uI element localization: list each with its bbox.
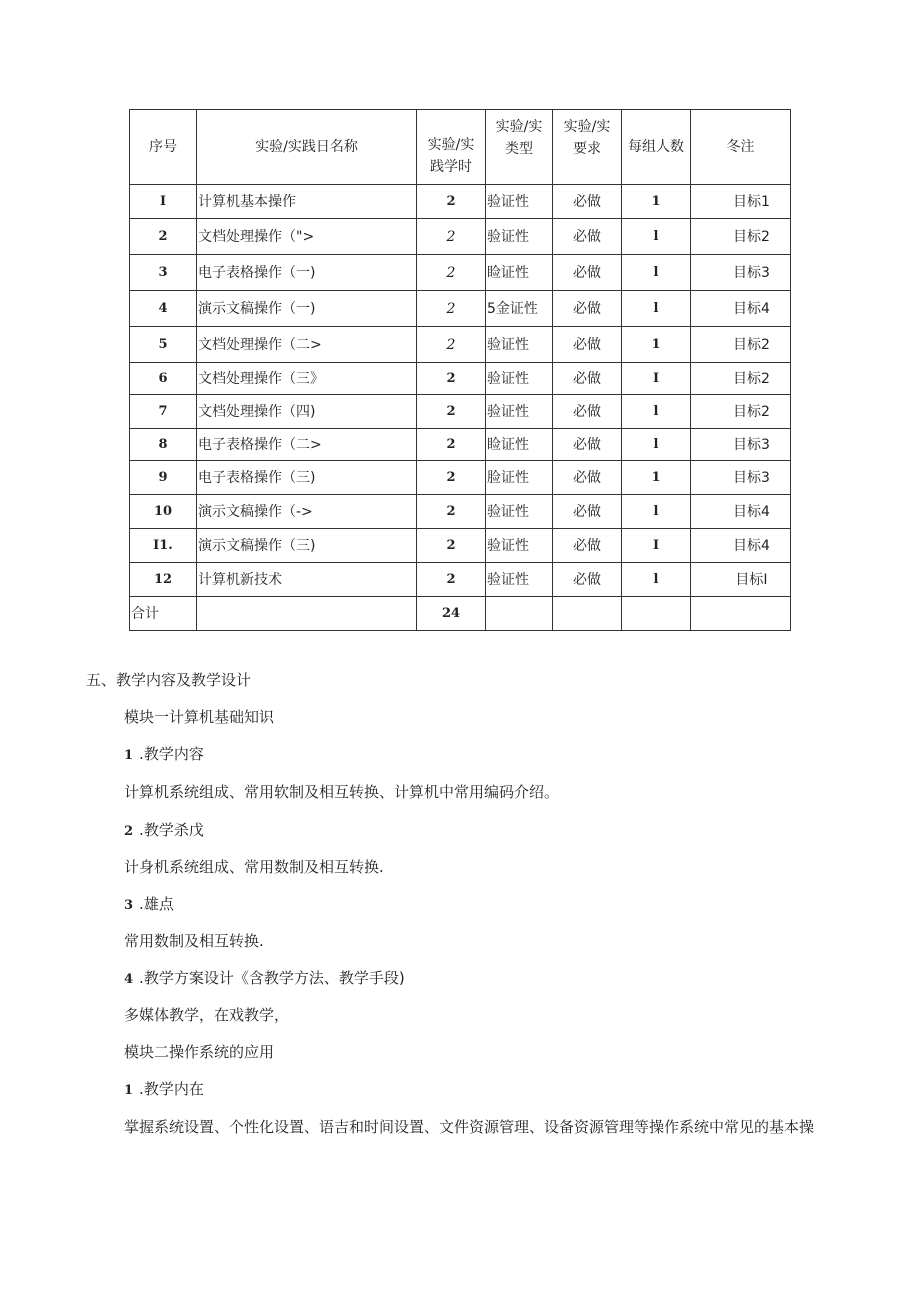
row-type: 验证性 — [486, 327, 553, 363]
row-index: I1. — [130, 529, 197, 563]
row-name: 演示文稿操作（-> — [197, 495, 417, 529]
row-hours: 2 — [417, 461, 486, 495]
row-remark: 目标4 — [691, 495, 791, 529]
total-label: 合计 — [130, 597, 197, 631]
m1-item1-label: .教学内容 — [139, 745, 204, 763]
row-group-size: l — [622, 219, 691, 255]
table-row — [130, 291, 791, 327]
row-hours: 2 — [417, 327, 486, 363]
row-remark: 目标3 — [691, 429, 791, 461]
row-type: 验证性 — [486, 529, 553, 563]
lab-schedule-table — [129, 109, 791, 631]
m1-item2-num: 2 — [124, 824, 134, 839]
row-index: 12 — [130, 563, 197, 597]
table-header-row — [130, 110, 791, 185]
m1-item3-text: 常用数制及相互转换. — [124, 932, 264, 950]
row-type: 验证性 — [486, 395, 553, 429]
row-hours: 2 — [417, 429, 486, 461]
m1-item4-num: 4 — [124, 972, 134, 987]
row-group-size: 1 — [622, 461, 691, 495]
row-type: 5金证性 — [486, 291, 553, 327]
row-name: 电子表格操作（一) — [197, 255, 417, 291]
m1-item2-label: .教学杀戊 — [139, 821, 204, 839]
m1-item4-heading — [124, 968, 405, 990]
header-name: 实验/实践日名称 — [197, 110, 417, 185]
header-type — [486, 110, 553, 185]
row-requirement: 必做 — [553, 563, 622, 597]
row-name: 电子表格操作（二> — [197, 429, 417, 461]
table-row — [130, 185, 791, 219]
row-group-size: l — [622, 395, 691, 429]
row-name: 计算机新技术 — [197, 563, 417, 597]
header-requirement — [553, 110, 622, 185]
row-requirement: 必做 — [553, 429, 622, 461]
table-row — [130, 529, 791, 563]
m1-item1-heading — [124, 744, 204, 766]
row-group-size: 1 — [622, 185, 691, 219]
row-requirement: 必做 — [553, 529, 622, 563]
table-row — [130, 429, 791, 461]
row-group-size: I — [622, 529, 691, 563]
m1-item1-num: 1 — [124, 748, 134, 763]
row-index: 4 — [130, 291, 197, 327]
row-name: 演示文稿操作（一) — [197, 291, 417, 327]
m2-item1-label: .教学内在 — [139, 1080, 204, 1098]
row-type: 睑证性 — [486, 429, 553, 461]
header-remark: 冬注 — [691, 110, 791, 185]
header-group-size: 每组人数 — [622, 110, 691, 185]
row-hours: 2 — [417, 529, 486, 563]
row-type: 验证性 — [486, 219, 553, 255]
row-type: 睑证性 — [486, 255, 553, 291]
table-row — [130, 563, 791, 597]
m1-item3-label: .雄点 — [139, 895, 174, 913]
m2-item1-heading — [124, 1079, 204, 1101]
row-remark: 目标2 — [691, 363, 791, 395]
table-row — [130, 219, 791, 255]
table-row — [130, 461, 791, 495]
header-requirement-text: 实验/实要求 — [563, 119, 611, 157]
row-type: 验证性 — [486, 363, 553, 395]
m1-item4-label: .教学方案设计《含教学方法、教学手段) — [139, 969, 405, 987]
row-remark: 目标3 — [691, 255, 791, 291]
row-group-size: 1 — [622, 327, 691, 363]
row-hours: 2 — [417, 563, 486, 597]
row-requirement: 必做 — [553, 185, 622, 219]
row-index: 2 — [130, 219, 197, 255]
row-remark: 目标4 — [691, 529, 791, 563]
row-requirement: 必做 — [553, 495, 622, 529]
row-name: 电子表格操作（三) — [197, 461, 417, 495]
row-requirement: 必做 — [553, 327, 622, 363]
row-group-size: l — [622, 495, 691, 529]
m1-item2-text: 计身机系统组成、常用数制及相互转换. — [124, 858, 384, 876]
row-remark: 目标I — [691, 563, 791, 597]
table-row — [130, 363, 791, 395]
m2-item1-num: 1 — [124, 1083, 134, 1098]
m2-item1-text: 掌握系统设置、个性化设置、语吉和时间设置、文件资源管理、设备资源管理等操作系统中常见的基本操 — [124, 1118, 815, 1136]
row-group-size: I — [622, 363, 691, 395]
row-hours: 2 — [417, 291, 486, 327]
row-name: 计算机基本操作 — [197, 185, 417, 219]
row-group-size: l — [622, 291, 691, 327]
row-requirement: 必做 — [553, 363, 622, 395]
row-group-size: l — [622, 429, 691, 461]
row-index: 3 — [130, 255, 197, 291]
row-type: 验证性 — [486, 563, 553, 597]
total-empty-name — [197, 597, 417, 631]
row-hours: 2 — [417, 495, 486, 529]
header-index: 序号 — [130, 110, 197, 185]
row-type: 验证性 — [486, 495, 553, 529]
row-group-size: l — [622, 255, 691, 291]
row-index: 8 — [130, 429, 197, 461]
row-requirement: 必做 — [553, 461, 622, 495]
row-requirement: 必做 — [553, 219, 622, 255]
total-hours: 24 — [417, 597, 486, 631]
row-hours: 2 — [417, 363, 486, 395]
row-remark: 目标2 — [691, 219, 791, 255]
row-remark: 目标1 — [691, 185, 791, 219]
module1-title: 模块一计算机基础知识 — [124, 708, 275, 726]
row-remark: 目标2 — [691, 327, 791, 363]
row-hours: 2 — [417, 395, 486, 429]
m1-item4-text: 多媒体教学，在戏教学， — [124, 1006, 290, 1024]
row-requirement: 必做 — [553, 291, 622, 327]
row-index: 6 — [130, 363, 197, 395]
section-title: 五、教学内容及教学设计 — [86, 671, 252, 689]
row-name: 文档处理操作（三》 — [197, 363, 417, 395]
row-hours: 2 — [417, 185, 486, 219]
total-empty-req — [553, 597, 622, 631]
row-hours: 2 — [417, 255, 486, 291]
row-index: I — [130, 185, 197, 219]
row-index: 10 — [130, 495, 197, 529]
table-total-row — [130, 597, 791, 631]
row-name: 文档处理操作（二> — [197, 327, 417, 363]
row-name: 演示文稿操作（三) — [197, 529, 417, 563]
row-name: 文档处理操作（"> — [197, 219, 417, 255]
row-index: 5 — [130, 327, 197, 363]
row-group-size: l — [622, 563, 691, 597]
row-index: 7 — [130, 395, 197, 429]
m1-item3-num: 3 — [124, 898, 134, 913]
m1-item1-text: 计算机系统组成、常用软制及相互转换、计算机中常用编码介绍。 — [124, 783, 560, 801]
row-remark: 目标4 — [691, 291, 791, 327]
row-requirement: 必做 — [553, 395, 622, 429]
table-row — [130, 327, 791, 363]
row-remark: 目标3 — [691, 461, 791, 495]
header-type-text: 实验/实类型 — [495, 119, 543, 157]
row-type: 脸证性 — [486, 461, 553, 495]
header-hours-text: 实验/实践学时 — [427, 137, 475, 175]
table-row — [130, 495, 791, 529]
row-name: 文档处理操作（四) — [197, 395, 417, 429]
table-row — [130, 255, 791, 291]
row-index: 9 — [130, 461, 197, 495]
total-empty-remark — [691, 597, 791, 631]
total-empty-type — [486, 597, 553, 631]
row-type: 验证性 — [486, 185, 553, 219]
row-remark: 目标2 — [691, 395, 791, 429]
total-empty-group — [622, 597, 691, 631]
row-hours: 2 — [417, 219, 486, 255]
module2-title: 模块二操作系统的应用 — [124, 1043, 275, 1061]
row-requirement: 必做 — [553, 255, 622, 291]
header-hours — [417, 110, 486, 185]
m1-item3-heading — [124, 894, 174, 916]
table-row — [130, 395, 791, 429]
m1-item2-heading — [124, 820, 204, 842]
